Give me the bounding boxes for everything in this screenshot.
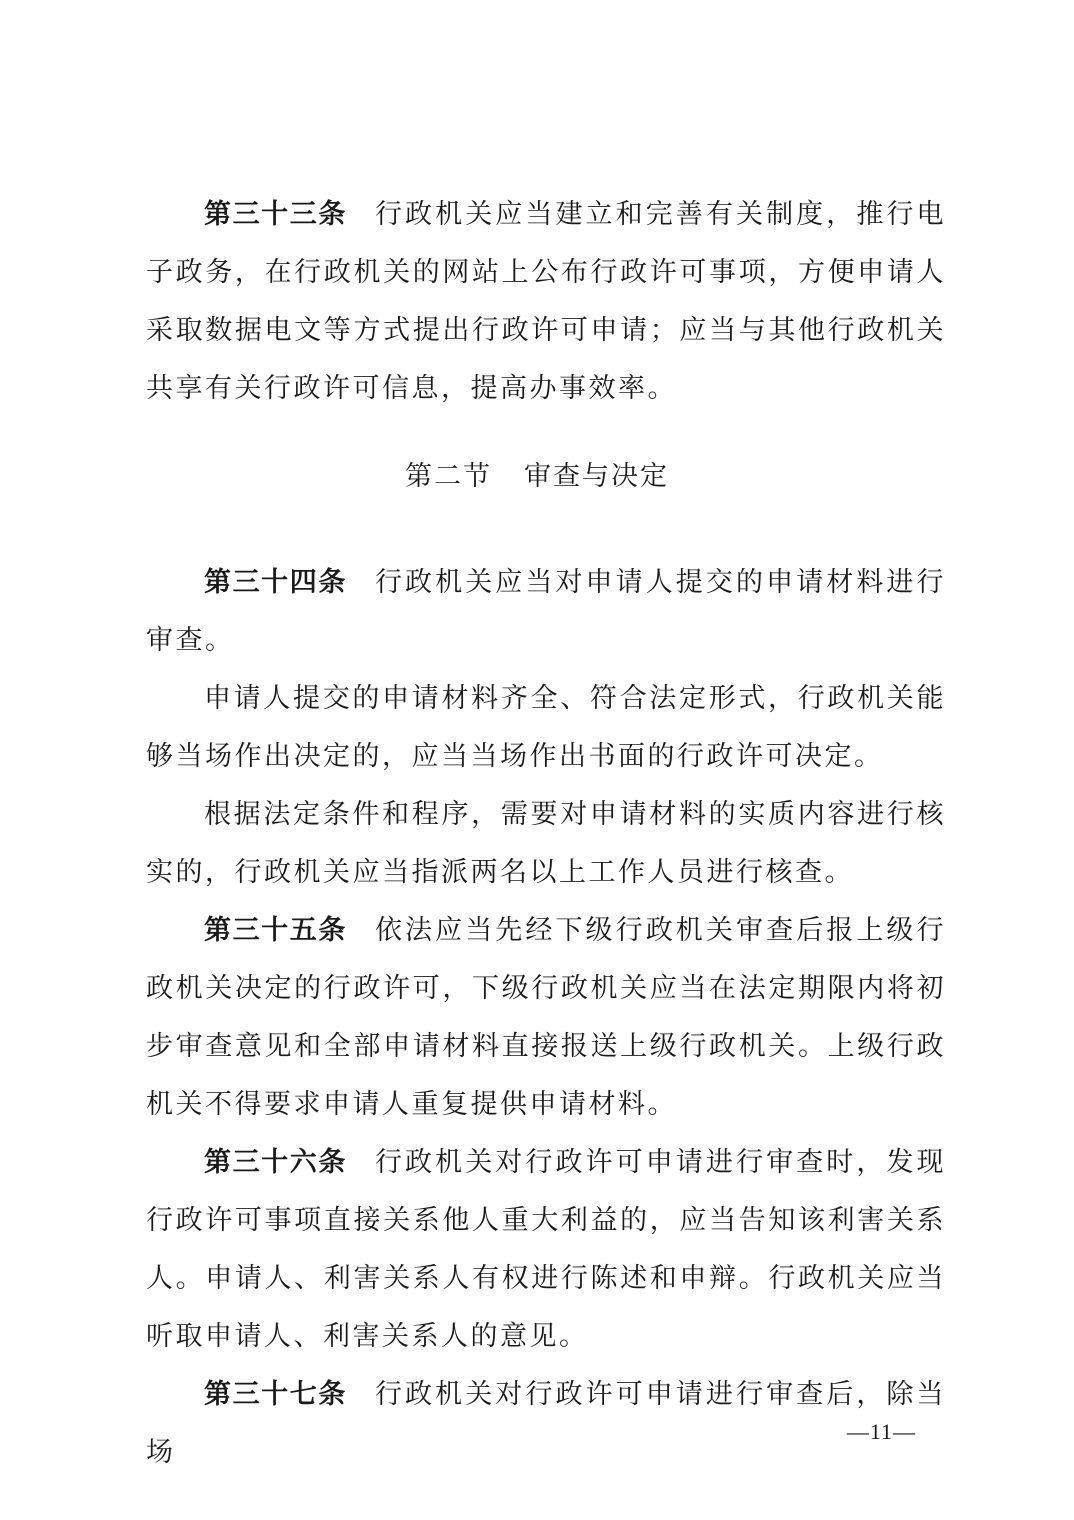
section-title: 审查与决定 — [524, 461, 669, 492]
article-35-text: 依法应当先经下级行政机关审查后报上级行政机关决定的行政许可，下级行政机关应当在法定期限内将初步审查意见和全部申请材料直接报送上级行政机关。上级行政机关不得要求申请人重复提供申请材料。 — [146, 915, 947, 1120]
article-36-paragraph — [146, 1134, 946, 1366]
article-34-paragraph-3: 根据法定条件和程序，需要对申请材料的实质内容进行核实的，行政机关应当指派两名以上工作人员进行核查。 — [146, 799, 946, 888]
article-34-paragraph — [146, 554, 946, 670]
article-37-paragraph — [146, 1366, 946, 1482]
article-35-number: 第三十五条 — [204, 915, 347, 946]
article-33-text: 行政机关应当建立和完善有关制度，推行电子政务，在行政机关的网站上公布行政许可事项，方便申请人采取数据电文等方式提出行政许可申请；应当与其他行政机关共享有关行政许可信息，提高办事效率。 — [146, 199, 947, 404]
article-36-number: 第三十六条 — [204, 1147, 347, 1178]
article-33-number: 第三十三条 — [204, 199, 347, 230]
section-label: 第二节 — [405, 461, 492, 492]
page-number: —11— — [846, 1419, 916, 1444]
article-33 — [146, 186, 946, 418]
articles-34-37 — [146, 554, 946, 1482]
section-heading — [0, 452, 1074, 502]
article-37-text: 行政机关对行政许可申请进行审查后，除当场 — [146, 1379, 947, 1468]
article-33-paragraph — [146, 186, 946, 418]
article-37-number: 第三十七条 — [204, 1379, 347, 1410]
article-34-text: 行政机关应当对申请人提交的申请材料进行审查。 — [146, 567, 947, 656]
article-34-number: 第三十四条 — [204, 567, 347, 598]
article-36-text: 行政机关对行政许可申请进行审查时，发现行政许可事项直接关系他人重大利益的，应当告知该利害关系人。申请人、利害关系人有权进行陈述和申辩。行政机关应当听取申请人、利害关系人的意见。 — [146, 1147, 947, 1352]
article-34-paragraph-2: 申请人提交的申请材料齐全、符合法定形式，行政机关能够当场作出决定的，应当当场作出书面的行政许可决定。 — [146, 683, 946, 772]
article-35-paragraph — [146, 902, 946, 1134]
